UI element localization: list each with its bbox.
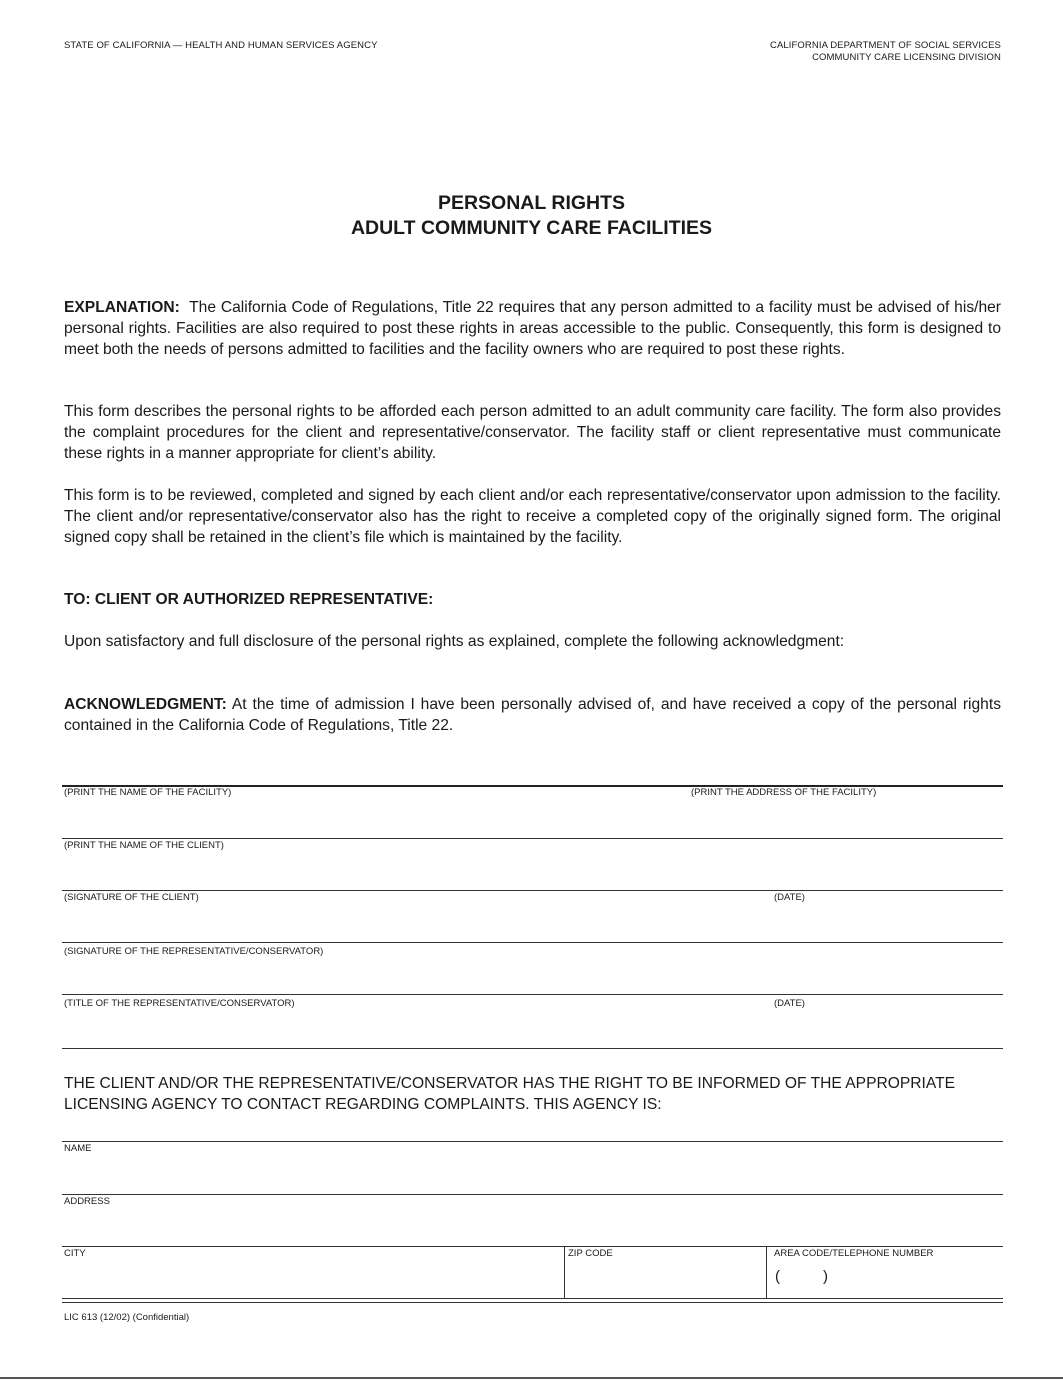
explanation-paragraph bbox=[64, 297, 1001, 360]
field-line bbox=[62, 838, 1003, 839]
field-line bbox=[62, 1246, 1003, 1247]
field-line bbox=[62, 1048, 1003, 1049]
field-divider bbox=[564, 1246, 565, 1298]
form-description-paragraph: This form describes the personal rights to be afforded each person admitted to an adult community care facility. The form also provides the complaint procedures for the client and representative/conservator. The facility staff or client representative must communicate these rights in a manner appropriate for client’s ability. bbox=[64, 403, 1001, 462]
complaint-notice: THE CLIENT AND/OR THE REPRESENTATIVE/CONSERVATOR HAS THE RIGHT TO BE INFORMED OF THE APPROPRIATE LICENSING AGENCY TO CONTACT REGARDING COMPLAINTS. THIS AGENCY IS: bbox=[64, 1075, 956, 1113]
client-name-label: (PRINT THE NAME OF THE CLIENT) bbox=[64, 840, 224, 851]
representative-title-label: (TITLE OF THE REPRESENTATIVE/CONSERVATOR) bbox=[64, 998, 295, 1009]
agency-phone-label: AREA CODE/TELEPHONE NUMBER bbox=[774, 1248, 934, 1259]
agency-city-label: CITY bbox=[64, 1248, 86, 1259]
review-instructions-paragraph: This form is to be reviewed, completed and signed by each client and/or each representative/conservator upon admission to the facility. The client and/or representative/conservator also has the right to receive a completed copy of the originally signed form. The original signed copy shall be retained in the client’s file which is maintained by the facility. bbox=[64, 487, 1001, 546]
representative-signature-label: (SIGNATURE OF THE REPRESENTATIVE/CONSERVATOR) bbox=[64, 946, 324, 957]
field-line bbox=[62, 1298, 1003, 1299]
agency-address-label: ADDRESS bbox=[64, 1196, 110, 1207]
division-name: COMMUNITY CARE LICENSING DIVISION bbox=[812, 52, 1001, 63]
acknowledgment-text: At the time of admission I have been personally advised of, and have received a copy of the personal rights contained in the California Code of Regulations, Title 22. bbox=[64, 696, 1001, 734]
field-line bbox=[62, 1302, 1003, 1303]
department-header bbox=[770, 40, 1001, 64]
acknowledgment-lead: ACKNOWLEDGMENT: bbox=[64, 696, 227, 713]
representative-date-label: (DATE) bbox=[774, 998, 805, 1009]
field-line bbox=[62, 994, 1003, 995]
facility-address-label: (PRINT THE ADDRESS OF THE FACILITY) bbox=[691, 787, 877, 798]
disclosure-paragraph: Upon satisfactory and full disclosure of the personal rights as explained, complete the following acknowledgment: bbox=[64, 633, 845, 650]
to-heading: TO: CLIENT OR AUTHORIZED REPRESENTATIVE: bbox=[64, 591, 434, 608]
client-date-label: (DATE) bbox=[774, 892, 805, 903]
form-number: LIC 613 (12/02) (Confidential) bbox=[64, 1312, 190, 1323]
acknowledgment-paragraph bbox=[64, 694, 1001, 736]
area-code-open-paren: ( bbox=[775, 1268, 780, 1285]
field-line bbox=[62, 890, 1003, 891]
agency-header: STATE OF CALIFORNIA — HEALTH AND HUMAN SERVICES AGENCY bbox=[64, 40, 378, 51]
explanation-text: The California Code of Regulations, Title 22 requires that any person admitted to a facility must be advised of his/her personal rights. Facilities are also required to post these rights in areas accessible to the public. Consequently, this form is designed to meet both the needs of persons admitted to facilities and the facility owners who are required to post these rights. bbox=[64, 299, 1001, 358]
agency-name-label: NAME bbox=[64, 1143, 92, 1154]
explanation-lead: EXPLANATION: bbox=[64, 299, 180, 316]
field-line bbox=[62, 942, 1003, 943]
form-subtitle: ADULT COMMUNITY CARE FACILITIES bbox=[350, 217, 713, 239]
agency-zip-label: ZIP CODE bbox=[568, 1248, 613, 1259]
facility-name-label: (PRINT THE NAME OF THE FACILITY) bbox=[64, 787, 232, 798]
client-signature-label: (SIGNATURE OF THE CLIENT) bbox=[64, 892, 199, 903]
field-line bbox=[62, 1194, 1003, 1195]
field-line bbox=[62, 1141, 1003, 1142]
form-title: PERSONAL RIGHTS bbox=[437, 192, 626, 214]
department-name: CALIFORNIA DEPARTMENT OF SOCIAL SERVICES bbox=[770, 40, 1001, 51]
field-divider bbox=[766, 1246, 767, 1298]
page-edge bbox=[0, 1377, 1063, 1379]
area-code-close-paren: ) bbox=[823, 1268, 828, 1285]
